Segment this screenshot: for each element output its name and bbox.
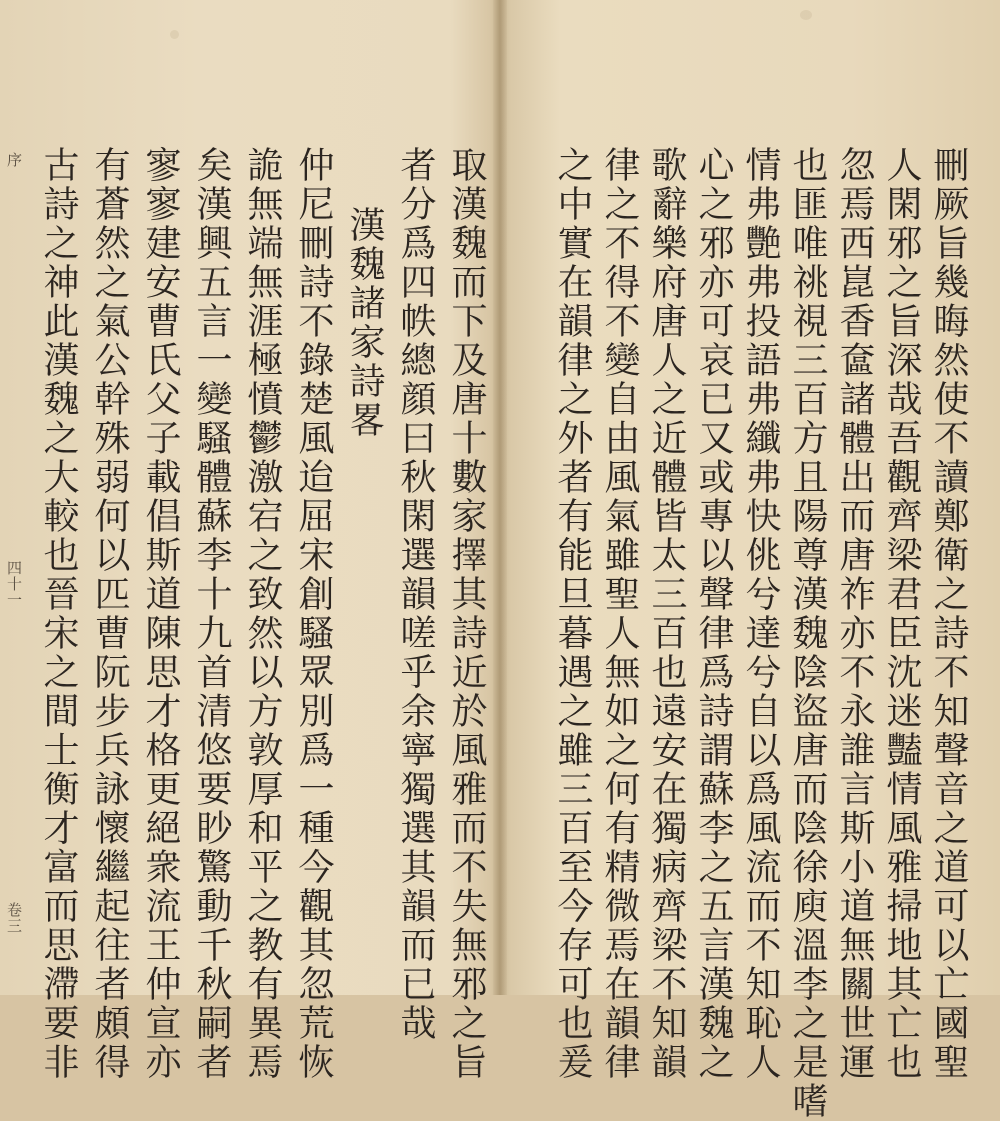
text-column: 也匪唯祧視三百方且陽尊漢魏陰盜唐而陰徐庾溫李之是嗜	[787, 146, 828, 1121]
paper-stain	[800, 10, 812, 20]
text-column: 情弗艷弗投語弗纖弗快佻兮達兮自以爲風流而不知恥人	[740, 146, 781, 1082]
volume-label: 卷三	[5, 902, 23, 934]
section-heading: 漢魏諸家詩畧	[344, 206, 385, 440]
text-column: 忽焉西崑香奩諸體出而唐祚亦不永誰言斯小道無關世運	[834, 146, 875, 1082]
left-page	[0, 0, 494, 1082]
paper-stain	[170, 30, 179, 39]
text-column: 刪厥旨幾晦然使不讀鄭衛之詩不知聲音之道可以亡國聖	[928, 146, 969, 1082]
text-column: 歌辭樂府唐人之近體皆太三百也遠安在獨病齊梁不知韻	[646, 146, 687, 1082]
text-column: 取漢魏而下及唐十數家擇其詩近於風雅而不失無邪之旨	[446, 146, 487, 1082]
text-column: 人閑邪之旨深哉吾觀齊梁君臣沈迷豔情風雅掃地其亡也	[881, 146, 922, 1082]
book-fold	[493, 0, 507, 995]
page-number: 四十一	[5, 560, 23, 608]
text-column: 心之邪亦可哀已又或專以聲律爲詩謂蘇李之五言漢魏之	[693, 146, 734, 1082]
text-column: 者分爲四帙總顔曰秋閑選韻嗟乎余寧獨選其韻而已哉	[395, 146, 436, 1043]
text-column: 矣漢興五言一變騷體蘇李十九首清悠要眇驚動千秋嗣者	[191, 146, 232, 1082]
text-column: 有蒼然之氣公幹殊弱何以匹曹阮步兵詠懷繼起往者頗得	[89, 146, 130, 1082]
text-column: 仲尼刪詩不錄楚風迨屈宋創騷眾別爲一種今觀其忽荒恢	[293, 146, 334, 1082]
text-column: 古詩之神此漢魏之大較也晉宋之間士衡才富而思滯要非	[38, 146, 79, 1082]
text-column: 詭無端無涯極憤鬱激宕之致然以方敦厚和平之教有異焉	[242, 146, 283, 1082]
text-column: 律之不得不變自由風氣雖聖人無如之何有精微焉在韻律	[599, 146, 640, 1082]
text-column: 寥寥建安曹氏父子載倡斯道陳思才格更絕衆流王仲宣亦	[140, 146, 181, 1082]
right-page	[506, 0, 1000, 1121]
text-column: 之中實在韻律之外者有能旦暮遇之雖三百至今存可也爰	[552, 146, 593, 1082]
section-label: 序	[5, 152, 23, 168]
